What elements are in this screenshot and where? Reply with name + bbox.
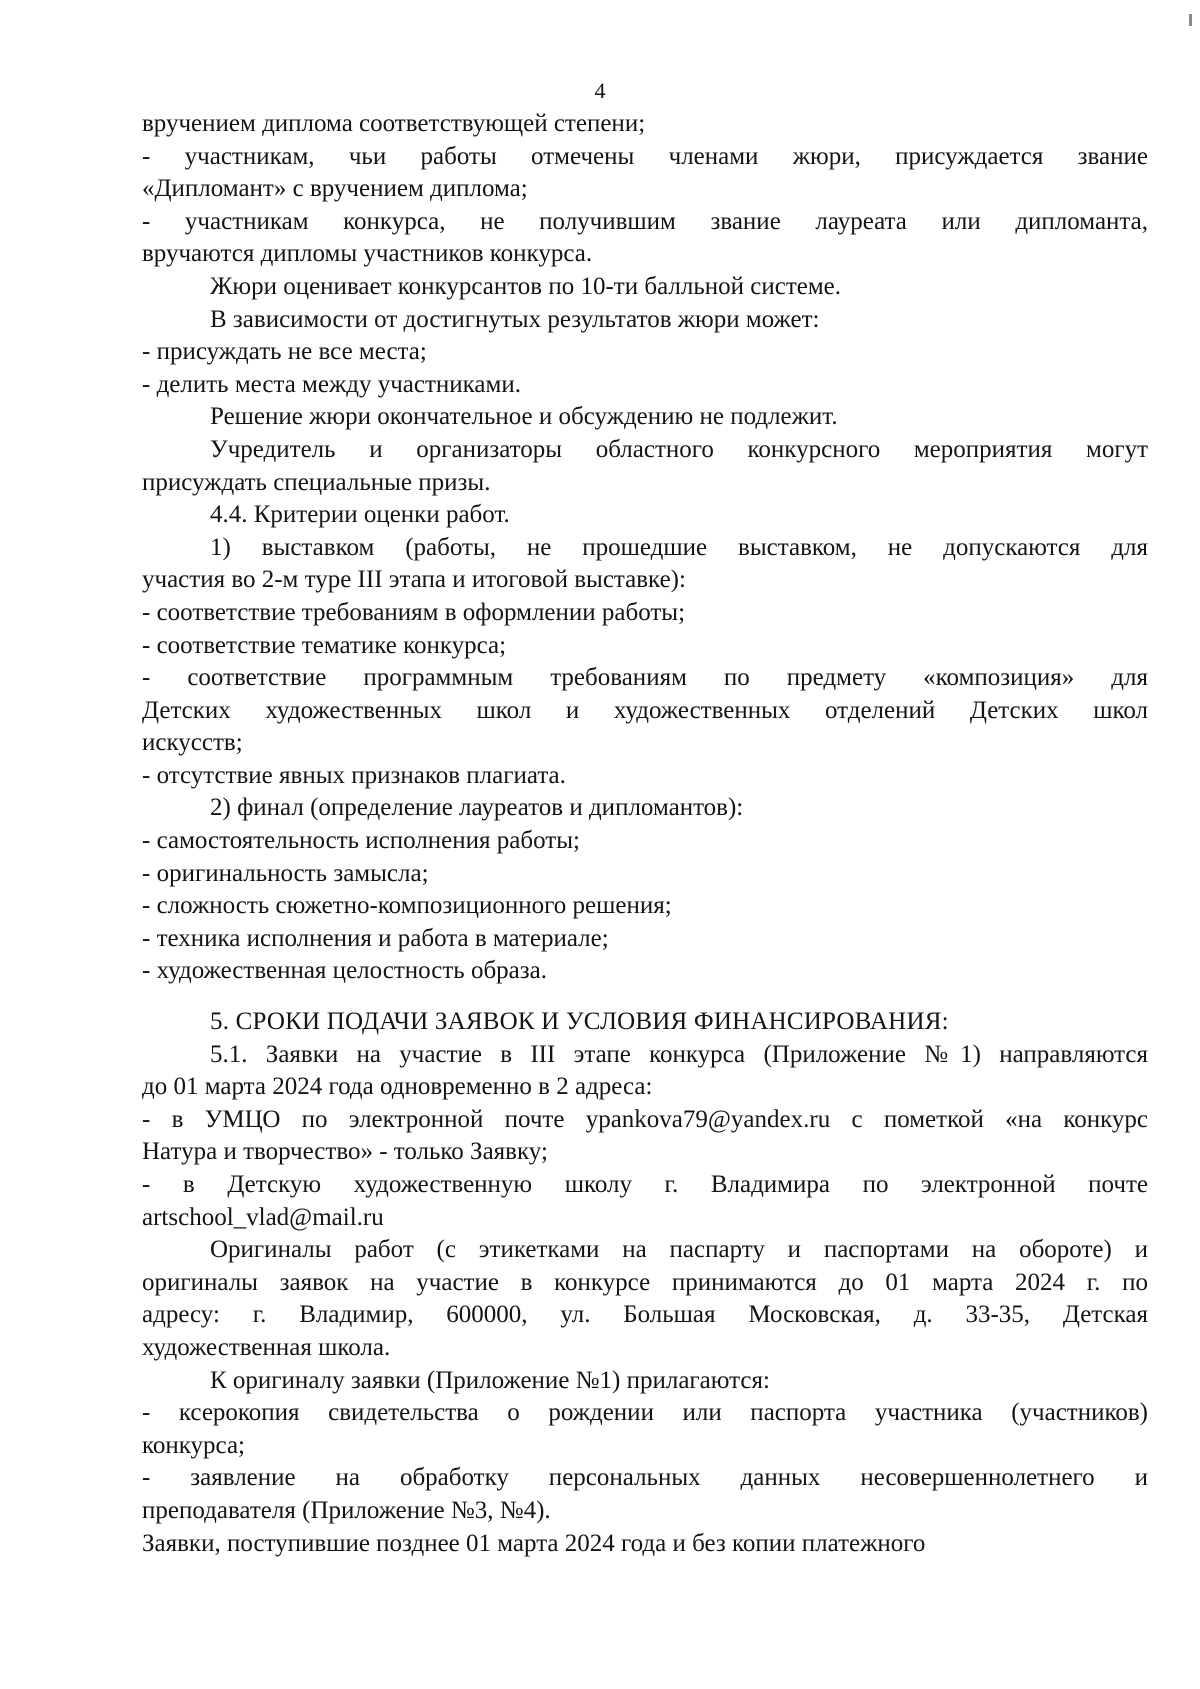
text-line: - участникам конкурса, не получившим звание лауреата или дипломанта, — [142, 207, 1148, 235]
text-line: В зависимости от достигнутых результатов жюри может: — [210, 305, 820, 333]
list-item: - сложность сюжетно-композиционного решения; — [142, 892, 672, 920]
list-item: - в УМЦО по электронной почте ypankova79@yandex.ru с пометкой «на конкурс — [142, 1105, 1148, 1133]
text-line: преподавателя (Приложение №3, №4). — [142, 1496, 551, 1524]
text-line: присуждать специальные призы. — [142, 468, 491, 496]
text-line: Оригиналы работ (с этикетками на паспарту и паспортами на обороте) и — [210, 1236, 1148, 1264]
section-subheading: 4.4. Критерии оценки работ. — [210, 501, 510, 529]
text-line: К оригиналу заявки (Приложение №1) прилагаются: — [210, 1366, 770, 1394]
list-item: - в Детскую художественную школу г. Владимира по электронной почте — [142, 1171, 1148, 1198]
text-line: вручаются дипломы участников конкурса. — [142, 240, 593, 268]
list-item: - соответствие программным требованиям по предмету «композиция» для — [142, 664, 1148, 692]
list-item: - оригинальность замысла; — [142, 859, 429, 887]
text-line: искусств; — [142, 729, 243, 757]
list-item: - самостоятельность исполнения работы; — [142, 827, 580, 855]
list-item: - соответствие требованиям в оформлении работы; — [142, 598, 686, 626]
text-line: «Дипломант» с вручением диплома; — [142, 175, 528, 203]
text-line: - делить места между участниками. — [142, 370, 521, 398]
text-line: участия во 2-м туре III этапа и итоговой выставке): — [142, 566, 686, 594]
text-line: - участникам, чьи работы отмечены членами жюри, присуждается звание — [142, 142, 1148, 170]
text-line: конкурса; — [142, 1431, 245, 1459]
list-item: - техника исполнения и работа в материале; — [142, 924, 609, 952]
text-line: Решение жюри окончательное и обсуждению не подлежит. — [210, 403, 838, 431]
text-line: оригиналы заявок на участие в конкурсе принимаются до 01 марта 2024 г. по — [142, 1268, 1148, 1296]
text-line: 5.1. Заявки на участие в III этапе конкурса (Приложение №1) направляются — [210, 1040, 1148, 1068]
text-line: Детских художественных школ и художественных отделений Детских школ — [142, 696, 1148, 724]
text-line: Учредитель и организаторы областного конкурсного мероприятия могут — [210, 435, 1148, 463]
list-item: - заявление на обработку персональных данных несовершеннолетнего и — [142, 1464, 1148, 1492]
text-line: 1) выставком (работы, не прошедшие выставком, не допускаются для — [210, 533, 1148, 561]
text-line: Жюри оценивает конкурсантов по 10-ти балльной системе. — [210, 272, 842, 300]
text-line: Натура и творчество» - только Заявку; — [142, 1138, 548, 1166]
section-heading: 5. СРОКИ ПОДАЧИ ЗАЯВОК И УСЛОВИЯ ФИНАНСИРОВАНИЯ: — [210, 1008, 949, 1036]
text-line: - присуждать не все места; — [142, 338, 427, 366]
text-line: Заявки, поступившие позднее 01 марта 2024 года и без копии платежного — [142, 1529, 926, 1557]
text-line: вручением диплома соответствующей степени; — [142, 110, 646, 137]
list-item: - отсутствие явных признаков плагиата. — [142, 761, 566, 789]
page-number: 4 — [594, 78, 606, 103]
scan-edge-mark — [1189, 14, 1192, 26]
list-item: - ксерокопия свидетельства о рождении или паспорта участника (участников) — [142, 1399, 1148, 1427]
document-body — [142, 108, 1148, 1560]
text-line: до 01 марта 2024 года одновременно в 2 адреса: — [142, 1073, 653, 1101]
email-text: artschool_vlad@mail.ru — [142, 1203, 384, 1231]
text-line: 2) финал (определение лауреатов и дипломантов): — [210, 794, 744, 822]
list-item: - соответствие тематике конкурса; — [142, 631, 507, 659]
text-line: адресу: г. Владимир, 600000, ул. Большая Московская, д. 33-35, Детская — [142, 1301, 1148, 1329]
list-item: - художественная целостность образа. — [142, 957, 547, 985]
text-line: художественная школа. — [142, 1333, 391, 1361]
